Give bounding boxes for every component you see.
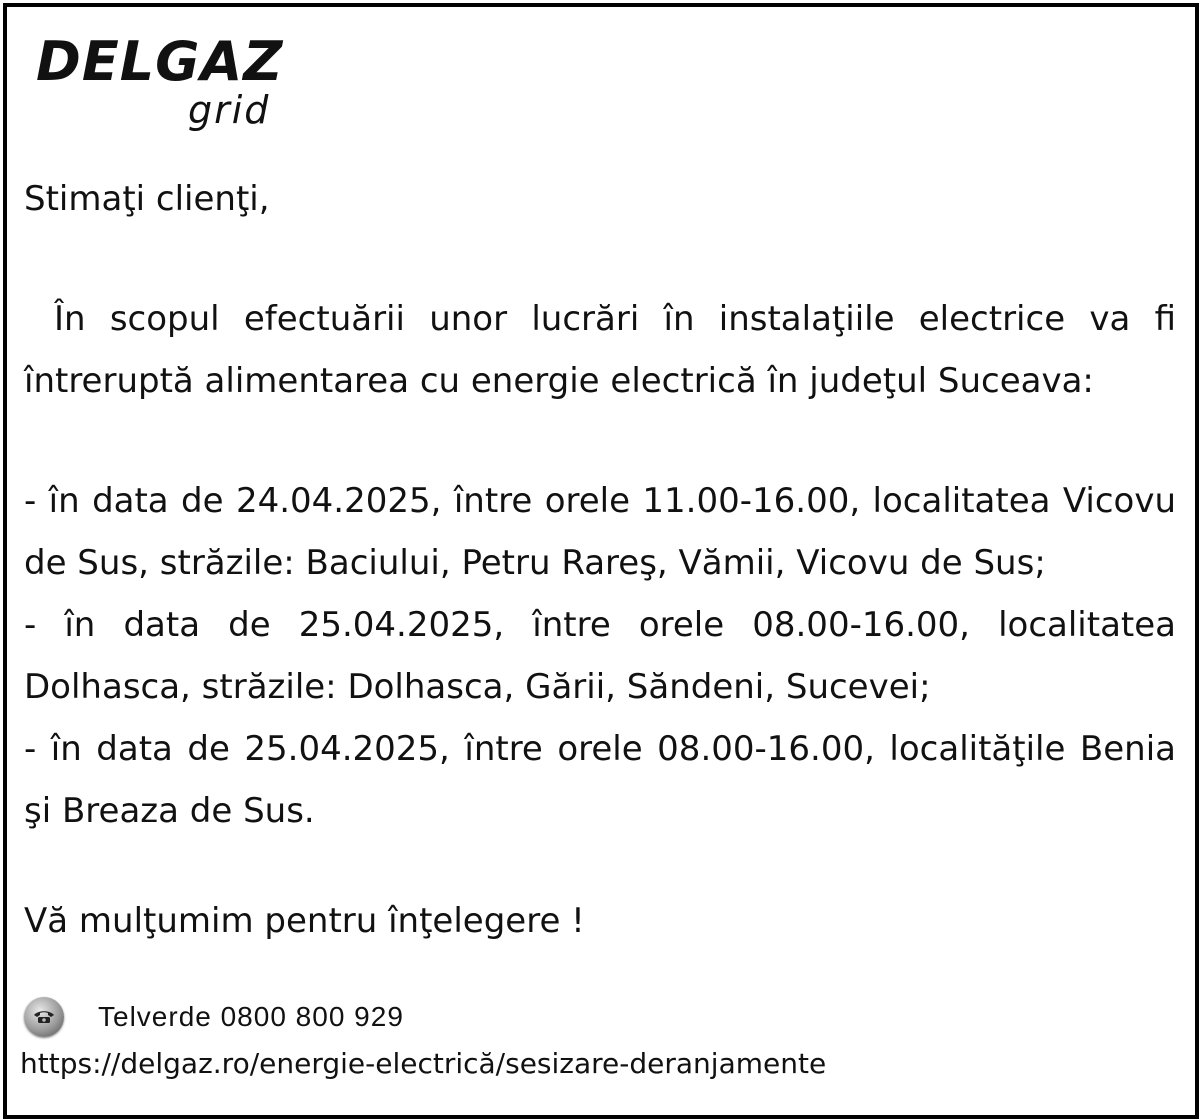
logo-wordmark: DELGAZ	[36, 30, 284, 93]
greeting: Stimaţi clienţi,	[24, 179, 270, 219]
phone-glyph	[32, 1009, 56, 1025]
intro-paragraph: În scopul efectuării unor lucrări în instalaţiile electrice va fi întreruptă alimentarea cu energie electrică în judeţul Suceava:	[24, 299, 1176, 401]
outage-item: - în data de 24.04.2025, între orele 11.00-16.00, localitatea Vicovu de Sus, străzile: Baciului, Petru Rareş, Vămii, Vicovu de Sus;	[24, 481, 1176, 583]
phone-contact	[24, 994, 404, 1040]
thanks-line: Vă mulţumim pentru înţelegere !	[24, 901, 585, 941]
report-url[interactable]: https://delgaz.ro/energie-electrică/sesizare-deranjamente	[20, 1047, 827, 1080]
outage-list	[24, 470, 1176, 842]
phone-number: Telverde 0800 800 929	[98, 1001, 404, 1032]
logo-subtitle: grid	[188, 88, 271, 132]
phone-icon	[24, 997, 64, 1037]
outage-item: - în data de 25.04.2025, între orele 08.00-16.00, localitatea Dolhasca, străzile: Dolhasca, Gării, Săndeni, Sucevei;	[24, 605, 1176, 707]
outage-item: - în data de 25.04.2025, între orele 08.00-16.00, localităţile Benia şi Breaza de Sus.	[24, 729, 1176, 831]
delgaz-grid-logo	[36, 30, 306, 140]
